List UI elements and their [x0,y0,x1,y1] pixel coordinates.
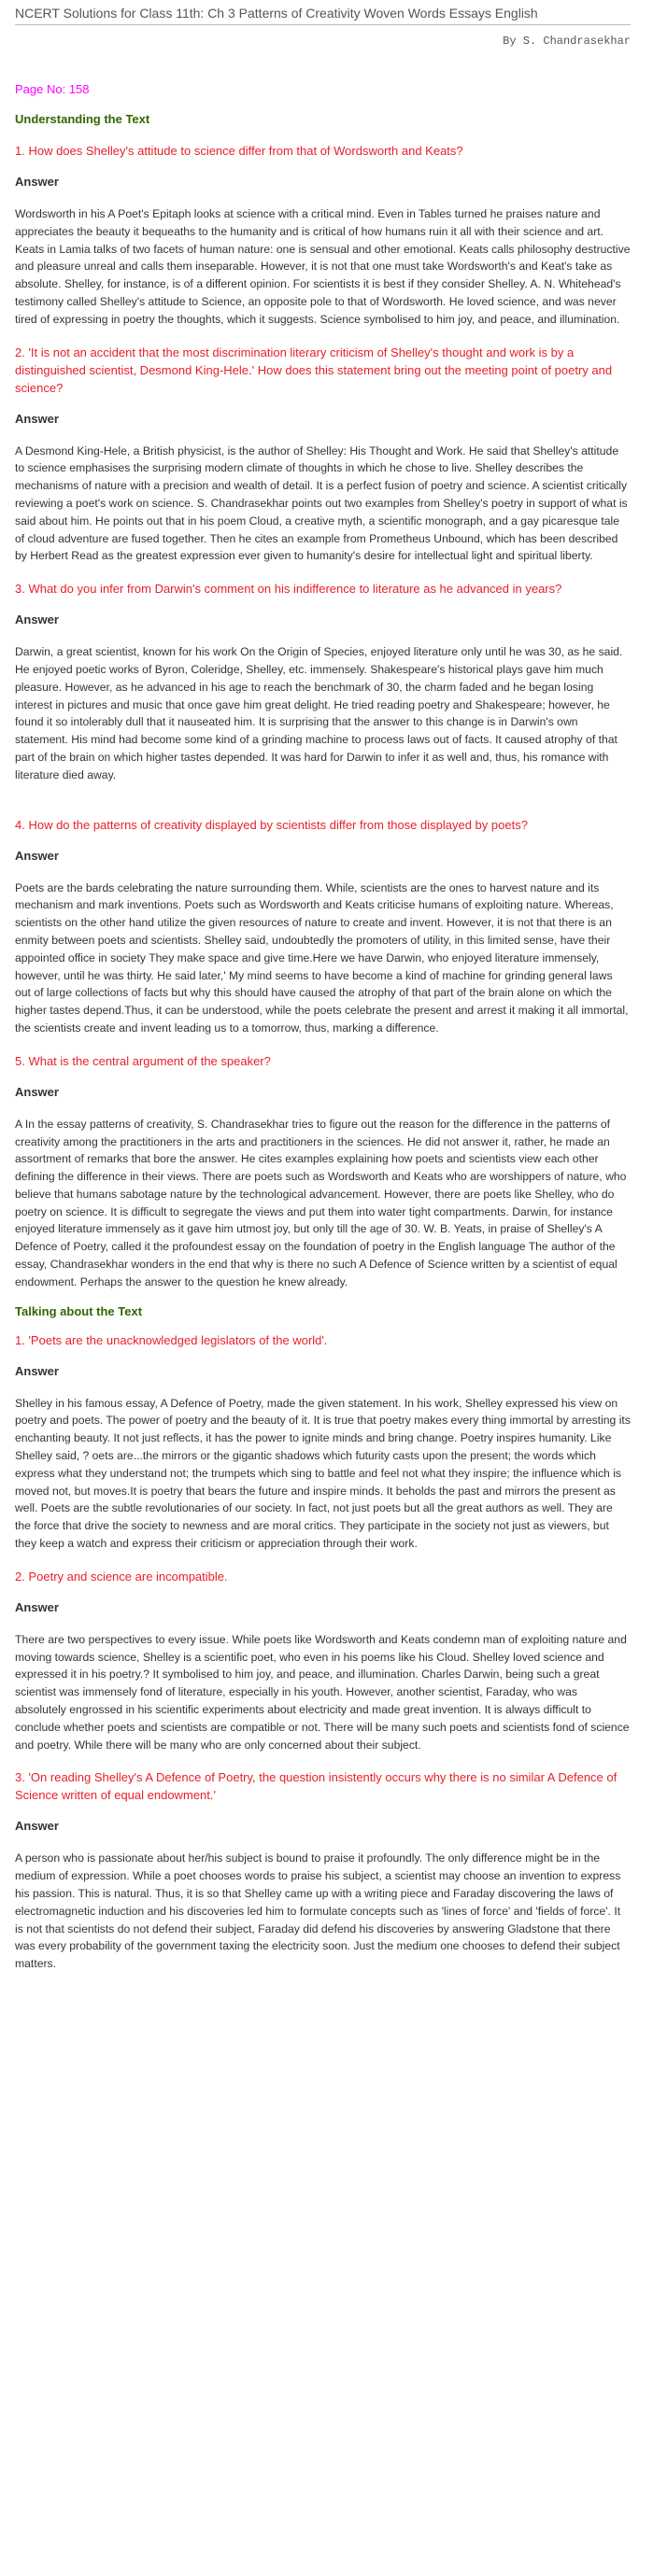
question: 4. How do the patterns of creativity displayed by scientists differ from those displayed by poets? [15,817,528,832]
answer-text: Poets are the bards celebrating the nature surrounding them. While, scientists are the ones to harvest nature and its mechanism and mark inventions. Poets such as Wordsworth and Keats criticise humans of exploiting nature. Whereas, scientists on the other hand utilize the given resources of nature to create and invent. However, it is not that there is an enmity between poets and scientists. Shelley said, undoubtedly the promoters of utility, in this limited sense, have their appointed office in society They make space and give time.Here we have Darwin, who enjoyed literature immensely, however, until he was thirty. He said later,' My mind seems to have become a kind of machine for grinding general laws out of large collections of facts but why this should have caused the atrophy of that part of the brain alone on which the higher tastes depend.Thus, it can be understood, while the poets celebrate the present and arrest it making it all immortal, the scientists create and invent leading us to a tomorrow, thus, marking a difference. [15,880,629,1035]
question: 2. 'It is not an accident that the most discrimination literary criticism of Shelley's thought and work is by a distinguished scientist, Desmond King-Hele.' How does this statement bring out the meeting point of poetry and science? [15,345,613,395]
section-heading-understanding: Understanding the Text [15,112,150,126]
page-title: NCERT Solutions for Class 11th: Ch 3 Patterns of Creativity Woven Words Essays English [15,6,538,21]
answer-text: There are two perspectives to every issue. While poets like Wordsworth and Keats condemn man of exploiting nature and moving towards science, Shelley is a scientific poet, who even in his poems like his Cloud. Shelley loved science and expressed it in his poetry.? It symbolised to him joy, and peace, and illumination. Charles Darwin, being such a great scientist was immensely fond of literature, especially in his youth. However, another scientist, Faraday, who was absolutely engrossed in his scientific experiments about electricity and made great invention. It is always difficult to conclude whether poets and scientists are compatible or not. There will be many such poets and scientists fond of science and poetry. While there will be many who are only concerned about their subject. [15,1632,630,1752]
answer-label: Answer [15,612,59,627]
answer-label: Answer [15,1363,59,1378]
answer-label: Answer [15,1599,59,1614]
answer-label: Answer [15,1819,59,1834]
answer-label: Answer [15,1084,59,1099]
page-number: Page No: 158 [15,82,90,96]
answer-text: A person who is passionate about her/his subject is bound to praise it profoundly. The only difference might be in the medium of expression. While a poet chooses words to praise his subject, a scientist may choose an invention to express his passion. This is natural. Thus, it is so that Shelley came up with a writing piece and Faraday discovering the laws of electromagnetic induction and his discoveries led him to formulate concepts such as 'lines of force' and 'fields of force'. It is not that scientists do not defend their subject, Faraday did defend his discoveries by answering Gladstone that there was every probability of the government taxing the electricity soon. Just the medium one chooses to defend their subject matters. [15,1851,621,1971]
answer-text: A Desmond King-Hele, a British physicist, is the author of Shelley: His Thought and Work. He said that Shelley's attitude to science emphasises the surprising modern climate of thoughts in which he chose to live. Shelley describes the mechanisms of nature with a precision and wealth of detail. It is a perfect fusion of poetry and science. A scientist critically reviewing a poet's work on science. S. Chandrasekhar points out two examples from Shelley's poetry in support of what is said about him. He points out that in his poem Cloud, a creative myth, a scientific monograph, and a gay picaresque tale of cloud adventure are fused together. Then he cites an example from Prometheus Unbound, which has been described by Herbert Read as the greatest expression ever given to humanity's desire for intellectual light and spiritual liberty. [15,443,628,563]
answer-label: Answer [15,848,59,863]
question: 3. 'On reading Shelley's A Defence of Poetry, the question insistently occurs why there is no similar A Defence of Science written of equal endowment.' [15,1770,618,1803]
answer-label: Answer [15,175,59,189]
answer-text: Shelley in his famous essay, A Defence of Poetry, made the given statement. In his work, Shelley expressed his view on poetry and poets. The power of poetry and the beauty of it. It is true that poetry makes every thing immortal by arresting its enchanting beauty. It not just reflects, it has the power to ignite minds and bring change. Poetry inspires humanity. Like Shelley said, ? oets are...the mirrors or the gigantic shadows which futurity casts upon the present; the words which express what they understand not; the trumpets which sing to battle and feel not what they inspire; the influence which is moved not, but moves.It is poetry that bears the future and inspire minds. It beholds the past and mirrors the present as well. Poets are the subtle revolutionaries of our society. In fact, not just poets but all the great authors as well. They are the force that drive the society to newness and are moral critics. They participate in the society not just as viewers, but they keep a watch and express their criticism or appreciation through their work. [15,1396,631,1551]
title-divider [15,24,631,25]
question: 1. How does Shelley's attitude to science differ from that of Wordsworth and Keats? [15,144,463,158]
question: 1. 'Poets are the unacknowledged legislators of the world'. [15,1332,328,1347]
answer-text: Darwin, a great scientist, known for his work On the Origin of Species, enjoyed literature only until he was 30, as he said. He enjoyed poetic works of Byron, Coleridge, Shelley, etc. immensely. Shakespeare's historical plays gave him much pleasure. However, as he advanced in his age to reach the benchmark of 30, the charm faded and he began losing interest in pictures and music that once gave him great delight. He tried reading poetry and Shakespeare; however, he found it so intolerably dull that it nauseated him. It is surprising that the answer to this change is in Darwin's own statement. His mind had become some kind of a grinding machine to process laws out of facts. It caused atrophy of that part of the brain on which higher tastes depended. It was hard for Darwin to infer it as well and, thus, his romance with literature died away. [15,645,623,781]
answer-text: Wordsworth in his A Poet's Epitaph looks at science with a critical mind. Even in Tables turned he praises nature and appreciates the beauty it bequeaths to the humanity and is critical of how humans ruin it all with their science and art. Keats in Lamia talks of two facets of human nature: one is sensual and other emotional. Keats calls philosophy destructive and pleasure unreal and calls them inseparable. However, it is not that one must take Wordsworth's and Keat's take as absolute. Shelley, for instance, is of a different opinion. For scientists it is best if they consider Shelley. A. N. Whitehead's testimony called Shelley's attitude to Science, an opposite pole to that of Wordsworth. He loved science, and was never tired of expressing in poetry the thoughts, which it suggests. Science symbolised to him joy, and peace, and illumination. [15,207,631,326]
question: 5. What is the central argument of the speaker? [15,1053,271,1068]
answer-label: Answer [15,411,59,426]
question: 2. Poetry and science are incompatible. [15,1569,228,1584]
question: 3. What do you infer from Darwin's comment on his indifference to literature as he advanced in years? [15,582,562,597]
answer-text: A In the essay patterns of creativity, S. Chandrasekhar tries to figure out the reason for the difference in the patterns of creativity among the practitioners in the arts and practitioners in the sciences. He did not answer it, rather, he made an assortment of remarks that bore the answer. He cites examples explaining how poets and scientists view each other defining the difference in their views. There are poets such as Wordsworth and Keats who are worshippers of nature, who believe that humans sabotage nature by the technological advancement. However, there are poets like Shelley, who do poetry on science. It is difficult to segregate the views and put them into water tight compartments. Darwin, for instance enjoyed literature immensely as it gave him utmost joy, but only till the age of 30. W. B. Yeats, in praise of Shelley's A Defence of Poetry, called it the profoundest essay on the foundation of poetry in the English language The author of the essay, Chandrasekhar wonders in the end that why is there no such A Defence of Science written by a scientist of equal endowment. Perhaps the answer to the question he knew already. [15,1117,627,1288]
author-byline: By S. Chandrasekhar [503,35,631,48]
section-heading-talking: Talking about the Text [15,1303,143,1318]
